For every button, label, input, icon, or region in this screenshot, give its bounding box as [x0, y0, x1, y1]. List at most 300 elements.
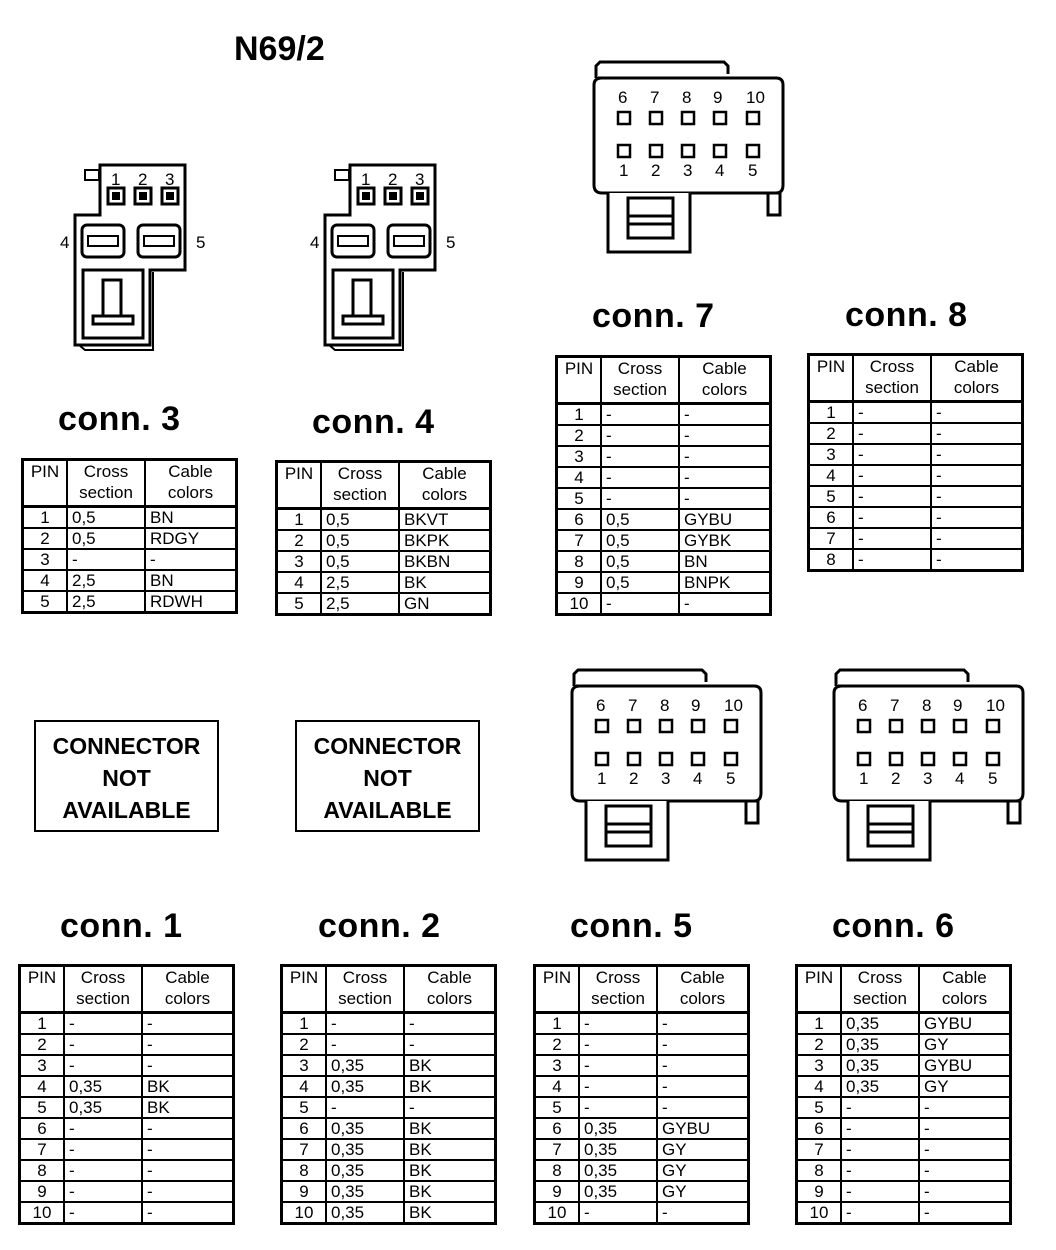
pin-label: 5 [196, 233, 205, 252]
cable-color-value: - [657, 1034, 749, 1055]
table-row [535, 1118, 749, 1139]
header-line: Cable [427, 968, 472, 987]
table-row [797, 1076, 1011, 1097]
cable-color-value: BK [404, 1118, 496, 1139]
table-row [282, 1076, 496, 1097]
svg-text:10: 10 [746, 88, 765, 107]
header-pin: PIN [557, 357, 602, 404]
cross-section-value: 0,35 [326, 1139, 404, 1160]
header-line: Cable [168, 462, 213, 481]
cable-color-value: - [404, 1013, 496, 1035]
header-line: Cable [702, 359, 747, 378]
table-row [797, 1160, 1011, 1181]
pin-table-conn4 [275, 460, 492, 616]
header-line: section [613, 380, 667, 399]
pin-number: 2 [23, 528, 68, 549]
cross-section-value: - [579, 1202, 657, 1224]
table-row [23, 528, 237, 549]
cable-color-value: BK [142, 1097, 234, 1118]
cable-color-value: - [142, 1181, 234, 1202]
cable-color-value: BKPK [399, 530, 491, 551]
svg-text:5: 5 [988, 769, 998, 788]
pin-number: 9 [557, 572, 602, 593]
table-row [809, 444, 1023, 465]
pin-number: 9 [797, 1181, 842, 1202]
cross-section-value: 0,5 [321, 509, 399, 531]
table-row [535, 1139, 749, 1160]
cross-section-value: - [853, 486, 931, 507]
cable-color-value: BK [142, 1076, 234, 1097]
header-pin: PIN [20, 966, 65, 1013]
conn2-title: conn. 2 [318, 907, 441, 945]
pin-label: 3 [165, 170, 175, 189]
pin-number: 8 [282, 1160, 327, 1181]
pin-number: 6 [282, 1118, 327, 1139]
header-line: colors [164, 989, 211, 1008]
pin-number: 4 [535, 1076, 580, 1097]
conn4-title: conn. 4 [312, 403, 435, 441]
table-row [797, 1202, 1011, 1224]
cross-section-value: 0,5 [601, 551, 679, 572]
cross-section-value: 0,5 [601, 530, 679, 551]
connector-diagram-conn6 [828, 668, 1028, 868]
svg-text:4: 4 [715, 161, 725, 180]
cable-color-value: GY [919, 1034, 1011, 1055]
header-cross-section [64, 966, 142, 1013]
cable-color-value: - [679, 467, 771, 488]
cross-section-value: 0,35 [64, 1076, 142, 1097]
pin-square-1 [108, 188, 124, 204]
header-line: colors [679, 989, 726, 1008]
table-row [535, 1097, 749, 1118]
pin-number: 4 [809, 465, 854, 486]
cable-color-value: - [657, 1097, 749, 1118]
header-cable-colors [931, 355, 1023, 402]
table-row [282, 1160, 496, 1181]
table-row [797, 1118, 1011, 1139]
pin-number: 3 [277, 551, 322, 572]
header-cable-colors [404, 966, 496, 1013]
cross-section-value: 2,5 [67, 570, 145, 591]
pin-number: 2 [535, 1034, 580, 1055]
cross-section-value: 0,35 [64, 1097, 142, 1118]
header-cable-colors [399, 462, 491, 509]
cross-section-value: 0,35 [841, 1076, 919, 1097]
conn5-title: conn. 5 [570, 907, 693, 945]
cable-color-value: - [142, 1160, 234, 1181]
table-row [535, 1055, 749, 1076]
pin-number: 5 [282, 1097, 327, 1118]
cross-section-value: - [601, 593, 679, 615]
header-line: Cross [617, 359, 663, 378]
conn3-title: conn. 3 [58, 400, 181, 438]
table-row [23, 570, 237, 591]
header-pin: PIN [809, 355, 854, 402]
connector-diagram-conn3 [55, 160, 205, 355]
svg-text:2: 2 [651, 161, 661, 180]
cable-color-value: BKVT [399, 509, 491, 531]
page-title: N69/2 [234, 30, 325, 68]
pin-number: 1 [20, 1013, 65, 1035]
svg-text:7: 7 [650, 88, 660, 107]
cable-color-value: - [931, 486, 1023, 507]
cable-color-value: - [931, 465, 1023, 486]
cross-section-value: - [601, 446, 679, 467]
pin-number: 6 [535, 1118, 580, 1139]
cable-color-value: - [919, 1118, 1011, 1139]
connector-diagram-conn5 [566, 668, 766, 868]
pin-number: 7 [282, 1139, 327, 1160]
cross-section-value: 0,35 [579, 1118, 657, 1139]
cable-color-value: GY [657, 1181, 749, 1202]
cable-color-value: BK [404, 1202, 496, 1224]
cross-section-value: 0,35 [841, 1034, 919, 1055]
table-row [277, 530, 491, 551]
svg-text:4: 4 [955, 769, 965, 788]
header-pin: PIN [23, 460, 68, 507]
pin-number: 5 [535, 1097, 580, 1118]
cable-color-value: - [657, 1202, 749, 1224]
cross-section-value: - [841, 1160, 919, 1181]
header-line: section [338, 989, 392, 1008]
svg-text:6: 6 [858, 696, 868, 715]
pin-number: 1 [277, 509, 322, 531]
cross-section-value: - [579, 1013, 657, 1035]
svg-text:9: 9 [691, 696, 701, 715]
cross-section-value: - [853, 444, 931, 465]
pin-number: 9 [20, 1181, 65, 1202]
cross-section-value: - [853, 465, 931, 486]
cable-color-value: - [657, 1013, 749, 1035]
header-cable-colors [919, 966, 1011, 1013]
cross-section-value: - [64, 1055, 142, 1076]
cross-section-value: - [579, 1076, 657, 1097]
cross-section-value: 2,5 [321, 593, 399, 615]
header-line: Cross [595, 968, 641, 987]
pin-number: 2 [277, 530, 322, 551]
cross-section-value: - [841, 1118, 919, 1139]
connector-diagram-conn4 [305, 160, 455, 355]
pin-number: 5 [809, 486, 854, 507]
pin-number: 2 [797, 1034, 842, 1055]
conn8-title: conn. 8 [845, 296, 968, 334]
cross-section-value: 0,35 [579, 1160, 657, 1181]
cross-section-value: - [326, 1013, 404, 1035]
header-line: Cross [869, 357, 915, 376]
cross-section-value: 2,5 [67, 591, 145, 613]
table-row [809, 486, 1023, 507]
table-row [20, 1160, 234, 1181]
pin-square-3 [162, 188, 178, 204]
cable-color-value: BKBN [399, 551, 491, 572]
cross-section-value: - [579, 1034, 657, 1055]
cable-color-value: - [919, 1181, 1011, 1202]
cross-section-value: 0,35 [579, 1181, 657, 1202]
table-row [20, 1055, 234, 1076]
svg-text:10: 10 [724, 696, 743, 715]
cross-section-value: - [64, 1034, 142, 1055]
header-line: Cross [342, 968, 388, 987]
cross-section-value: - [601, 425, 679, 446]
cable-color-value: GYBU [919, 1055, 1011, 1076]
cross-section-value: - [853, 528, 931, 549]
cross-section-value: - [64, 1013, 142, 1035]
pin-number: 5 [20, 1097, 65, 1118]
cable-color-value: - [145, 549, 237, 570]
pin-table-conn6 [795, 964, 1012, 1225]
table-row [809, 423, 1023, 444]
header-cable-colors [679, 357, 771, 404]
cable-color-value: - [142, 1034, 234, 1055]
na-line: AVAILABLE [323, 797, 452, 823]
pin-number: 9 [282, 1181, 327, 1202]
table-row [23, 507, 237, 529]
na-line: CONNECTOR [52, 733, 201, 759]
pin-number: 1 [535, 1013, 580, 1035]
cable-color-value: - [931, 444, 1023, 465]
cross-section-value: 0,5 [601, 509, 679, 530]
table-row [20, 1076, 234, 1097]
pin-number: 4 [282, 1076, 327, 1097]
pin-square-2 [135, 188, 151, 204]
cross-section-value: - [841, 1181, 919, 1202]
cross-section-value: - [64, 1181, 142, 1202]
pin-table-conn7 [555, 355, 772, 616]
cable-color-value: RDGY [145, 528, 237, 549]
header-cross-section [67, 460, 145, 507]
cross-section-value: - [853, 423, 931, 444]
table-row [282, 1097, 496, 1118]
header-line: colors [701, 380, 748, 399]
table-row [282, 1118, 496, 1139]
na-line: NOT [102, 765, 151, 791]
header-pin: PIN [535, 966, 580, 1013]
header-line: section [333, 485, 387, 504]
header-line: section [865, 378, 919, 397]
pin-number: 7 [535, 1139, 580, 1160]
pin-number: 1 [23, 507, 68, 529]
cross-section-value: - [853, 549, 931, 571]
table-row [557, 572, 771, 593]
cross-section-value: - [853, 507, 931, 528]
cable-color-value: - [142, 1202, 234, 1224]
table-row [277, 593, 491, 615]
svg-text:1: 1 [597, 769, 607, 788]
pin-number: 3 [809, 444, 854, 465]
header-line: colors [421, 485, 468, 504]
table-row [535, 1013, 749, 1035]
cross-section-value: - [67, 549, 145, 570]
table-row [282, 1139, 496, 1160]
cross-section-value: 0,5 [67, 528, 145, 549]
header-line: colors [953, 378, 1000, 397]
cross-section-value: 0,35 [326, 1118, 404, 1139]
pin-number: 7 [797, 1139, 842, 1160]
cable-color-value: GYBU [679, 509, 771, 530]
cable-color-value: - [931, 549, 1023, 571]
conn7-title: conn. 7 [592, 297, 715, 335]
pin-number: 1 [809, 402, 854, 424]
cable-color-value: BN [145, 507, 237, 529]
pin-number: 3 [535, 1055, 580, 1076]
cross-section-value: - [841, 1202, 919, 1224]
header-line: section [853, 989, 907, 1008]
cable-color-value: GY [657, 1139, 749, 1160]
header-line: Cable [680, 968, 725, 987]
pin-number: 9 [535, 1181, 580, 1202]
pin-label: 4 [310, 233, 320, 252]
table-row [20, 1034, 234, 1055]
svg-text:9: 9 [953, 696, 963, 715]
svg-text:2: 2 [891, 769, 901, 788]
pin-number: 5 [23, 591, 68, 613]
pin-number: 2 [809, 423, 854, 444]
pin-number: 3 [20, 1055, 65, 1076]
cross-section-value: - [601, 467, 679, 488]
cable-color-value: - [142, 1139, 234, 1160]
table-row [282, 1202, 496, 1224]
svg-text:7: 7 [628, 696, 638, 715]
table-row [557, 530, 771, 551]
header-cross-section [321, 462, 399, 509]
table-row [809, 402, 1023, 424]
table-row [282, 1181, 496, 1202]
cable-color-value: RDWH [145, 591, 237, 613]
table-row [535, 1181, 749, 1202]
cross-section-value: 0,5 [601, 572, 679, 593]
conn1-title: conn. 1 [60, 907, 183, 945]
cable-color-value: GY [919, 1076, 1011, 1097]
header-line: colors [941, 989, 988, 1008]
table-row [277, 572, 491, 593]
table-row [557, 446, 771, 467]
header-pin: PIN [282, 966, 327, 1013]
pin-number: 3 [23, 549, 68, 570]
pin-number: 3 [797, 1055, 842, 1076]
pin-number: 8 [797, 1160, 842, 1181]
table-row [557, 467, 771, 488]
svg-text:2: 2 [629, 769, 639, 788]
pin-number: 8 [809, 549, 854, 571]
table-row [535, 1160, 749, 1181]
cross-section-value: 0,35 [579, 1139, 657, 1160]
cross-section-value: 0,35 [326, 1076, 404, 1097]
cross-section-value: 0,5 [321, 551, 399, 572]
pin-number: 5 [277, 593, 322, 615]
cross-section-value: 0,5 [321, 530, 399, 551]
pin-number: 8 [557, 551, 602, 572]
header-cable-colors [142, 966, 234, 1013]
table-row [277, 509, 491, 531]
cable-color-value: GYBK [679, 530, 771, 551]
table-row [20, 1139, 234, 1160]
table-row [797, 1013, 1011, 1035]
pin-number: 2 [20, 1034, 65, 1055]
table-row [23, 591, 237, 613]
pin-table-conn3 [21, 458, 238, 614]
cross-section-value: - [579, 1055, 657, 1076]
cable-color-value: GY [657, 1160, 749, 1181]
pin-number: 4 [557, 467, 602, 488]
table-row [20, 1097, 234, 1118]
cable-color-value: BK [404, 1139, 496, 1160]
table-row [20, 1202, 234, 1224]
pin-number: 10 [797, 1202, 842, 1224]
header-line: section [591, 989, 645, 1008]
cross-section-value: - [601, 404, 679, 426]
cross-section-value: - [601, 488, 679, 509]
svg-text:10: 10 [986, 696, 1005, 715]
conn6-title: conn. 6 [832, 907, 955, 945]
table-row [277, 551, 491, 572]
pin-number: 1 [282, 1013, 327, 1035]
pin-table-conn8 [807, 353, 1024, 572]
cross-section-value: 0,35 [841, 1013, 919, 1035]
cable-color-value: - [679, 404, 771, 426]
pin-number: 10 [535, 1202, 580, 1224]
table-row [557, 551, 771, 572]
header-pin: PIN [277, 462, 322, 509]
pin-table-conn5 [533, 964, 750, 1225]
cross-section-value: - [326, 1097, 404, 1118]
pin-number: 3 [557, 446, 602, 467]
table-row [557, 509, 771, 530]
pin-label: 2 [138, 170, 148, 189]
cable-color-value: GN [399, 593, 491, 615]
table-row [20, 1013, 234, 1035]
pin-label: 1 [111, 170, 121, 189]
table-row [557, 425, 771, 446]
pin-table-conn2 [280, 964, 497, 1225]
cross-section-value: - [64, 1139, 142, 1160]
cable-color-value: - [919, 1139, 1011, 1160]
table-row [809, 528, 1023, 549]
pin-label: 4 [60, 233, 70, 252]
connector-not-available-conn2 [295, 720, 480, 832]
cross-section-value: 0,35 [326, 1160, 404, 1181]
na-line: AVAILABLE [62, 797, 191, 823]
cross-section-value: 0,5 [67, 507, 145, 529]
cross-section-value: - [853, 402, 931, 424]
header-line: section [79, 483, 133, 502]
cable-color-value: - [679, 446, 771, 467]
na-line: NOT [363, 765, 412, 791]
svg-text:5: 5 [748, 161, 758, 180]
cable-color-value: BK [404, 1160, 496, 1181]
svg-text:6: 6 [596, 696, 606, 715]
table-row [535, 1202, 749, 1224]
cable-color-value: - [931, 507, 1023, 528]
pin-number: 4 [20, 1076, 65, 1097]
cross-section-value: 0,35 [841, 1055, 919, 1076]
connector-diagram-conn7 [588, 60, 788, 260]
cable-color-value: BK [404, 1181, 496, 1202]
cable-color-value: - [142, 1118, 234, 1139]
pin-number: 6 [20, 1118, 65, 1139]
cross-section-value: - [64, 1118, 142, 1139]
pin-label: 3 [415, 170, 425, 189]
cable-color-value: BK [404, 1055, 496, 1076]
pin-number: 4 [797, 1076, 842, 1097]
cross-section-value: - [326, 1034, 404, 1055]
pin-number: 1 [557, 404, 602, 426]
svg-text:9: 9 [713, 88, 723, 107]
svg-text:3: 3 [923, 769, 933, 788]
table-row [557, 404, 771, 426]
cross-section-value: 0,35 [326, 1055, 404, 1076]
cross-section-value: 0,35 [326, 1202, 404, 1224]
cable-color-value: - [404, 1034, 496, 1055]
